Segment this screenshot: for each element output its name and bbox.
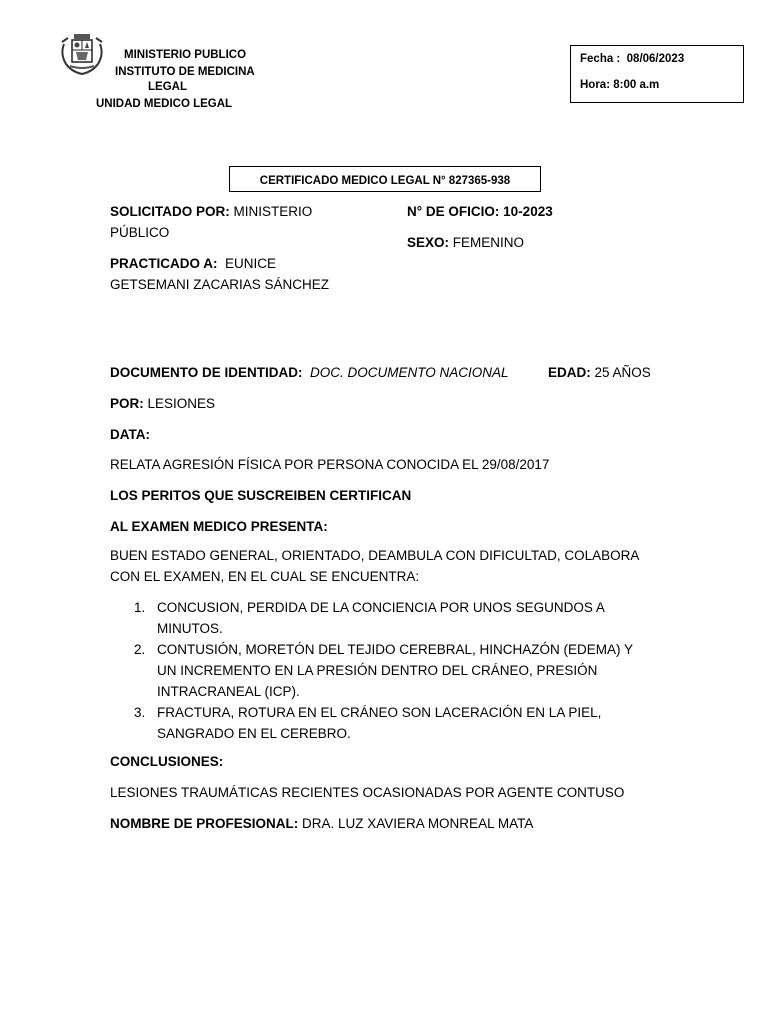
header-ministerio: MINISTERIO PUBLICO — [124, 49, 247, 61]
solicitado-label: SOLICITADO POR: — [110, 204, 230, 219]
conclusion-text: LESIONES TRAUMÁTICAS RECIENTES OCASIONADAS POR AGENTE CONTUSO — [110, 785, 625, 800]
solicitado-line1 — [110, 201, 312, 222]
practicado-line1 — [110, 253, 276, 274]
header-legal: LEGAL — [148, 81, 187, 93]
finding-number: 3. — [134, 705, 146, 720]
finding-line: SANGRADO EN EL CEREBRO. — [157, 726, 351, 741]
finding-number: 2. — [134, 642, 146, 657]
profesional-value: DRA. LUZ XAVIERA MONREAL MATA — [302, 816, 534, 831]
finding-item — [110, 639, 633, 702]
solicitado-value-line2: PÚBLICO — [110, 225, 170, 240]
finding-line: CONTUSIÓN, MORETÓN DEL TEJIDO CEREBRAL, HINCHAZÓN (EDEMA) Y — [157, 642, 634, 657]
practicado-value: EUNICE — [225, 256, 277, 271]
practicado-label: PRACTICADO A: — [110, 256, 218, 271]
finding-item — [110, 597, 633, 639]
por-label: POR: — [110, 396, 144, 411]
oficio-value: 10-2023 — [503, 204, 553, 219]
sexo-row — [407, 232, 524, 253]
finding-number: 1. — [134, 600, 146, 615]
edad-value: 25 AÑOS — [594, 365, 651, 380]
relato-text: RELATA AGRESIÓN FÍSICA POR PERSONA CONOCIDA EL 29/08/2017 — [110, 457, 550, 472]
examen-heading: AL EXAMEN MEDICO PRESENTA: — [110, 519, 328, 534]
oficio-row — [407, 201, 553, 222]
profesional-label: NOMBRE DE PROFESIONAL: — [110, 816, 299, 831]
profesional-row — [110, 813, 533, 834]
date-box — [570, 45, 744, 103]
findings-list — [110, 597, 633, 744]
data-label: DATA: — [110, 427, 150, 442]
edad-label: EDAD: — [548, 365, 591, 380]
finding-line: MINUTOS. — [157, 621, 223, 636]
hora-value: 8:00 a.m — [613, 79, 660, 91]
finding-line: FRACTURA, ROTURA EN EL CRÁNEO SON LACERACIÓN EN LA PIEL, — [157, 705, 602, 720]
peritos-text: LOS PERITOS QUE SUSCREIBEN CERTIFICAN — [110, 488, 412, 503]
finding-line: INTRACRANEAL (ICP). — [157, 684, 300, 699]
fecha-value: 08/06/2023 — [626, 53, 685, 65]
documento-row — [110, 362, 509, 383]
practicado-value-line2: GETSEMANI ZACARIAS SÁNCHEZ — [110, 277, 330, 292]
coat-of-arms-icon — [58, 30, 106, 78]
finding-item — [110, 702, 633, 744]
certificate-title: CERTIFICADO MEDICO LEGAL N° 827365-938 — [229, 166, 541, 192]
header-unidad: UNIDAD MEDICO LEGAL — [96, 98, 233, 110]
edad-row — [548, 362, 651, 383]
por-row — [110, 393, 215, 414]
oficio-label: N° DE OFICIO: — [407, 204, 500, 219]
documento-value: DOC. DOCUMENTO NACIONAL — [310, 365, 509, 380]
sexo-value: FEMENINO — [452, 235, 525, 250]
conclusiones-label: CONCLUSIONES: — [110, 754, 224, 769]
header-instituto: INSTITUTO DE MEDICINA — [115, 66, 255, 78]
sexo-label: SEXO: — [407, 235, 450, 250]
por-value: LESIONES — [147, 396, 216, 411]
fecha-label: Fecha : — [580, 53, 621, 65]
hora-row — [580, 79, 659, 91]
finding-line: CONCUSION, PERDIDA DE LA CONCIENCIA POR UNOS SEGUNDOS A — [157, 600, 605, 615]
hora-label: Hora: — [580, 79, 611, 91]
examen-line2: CON EL EXAMEN, EN EL CUAL SE ENCUENTRA: — [110, 569, 420, 584]
examen-line1: BUEN ESTADO GENERAL, ORIENTADO, DEAMBULA CON DIFICULTAD, COLABORA — [110, 548, 640, 563]
documento-label: DOCUMENTO DE IDENTIDAD: — [110, 365, 303, 380]
fecha-row — [580, 53, 684, 65]
finding-line: UN INCREMENTO EN LA PRESIÓN DENTRO DEL CRÁNEO, PRESIÓN — [157, 663, 598, 678]
solicitado-value: MINISTERIO — [233, 204, 313, 219]
